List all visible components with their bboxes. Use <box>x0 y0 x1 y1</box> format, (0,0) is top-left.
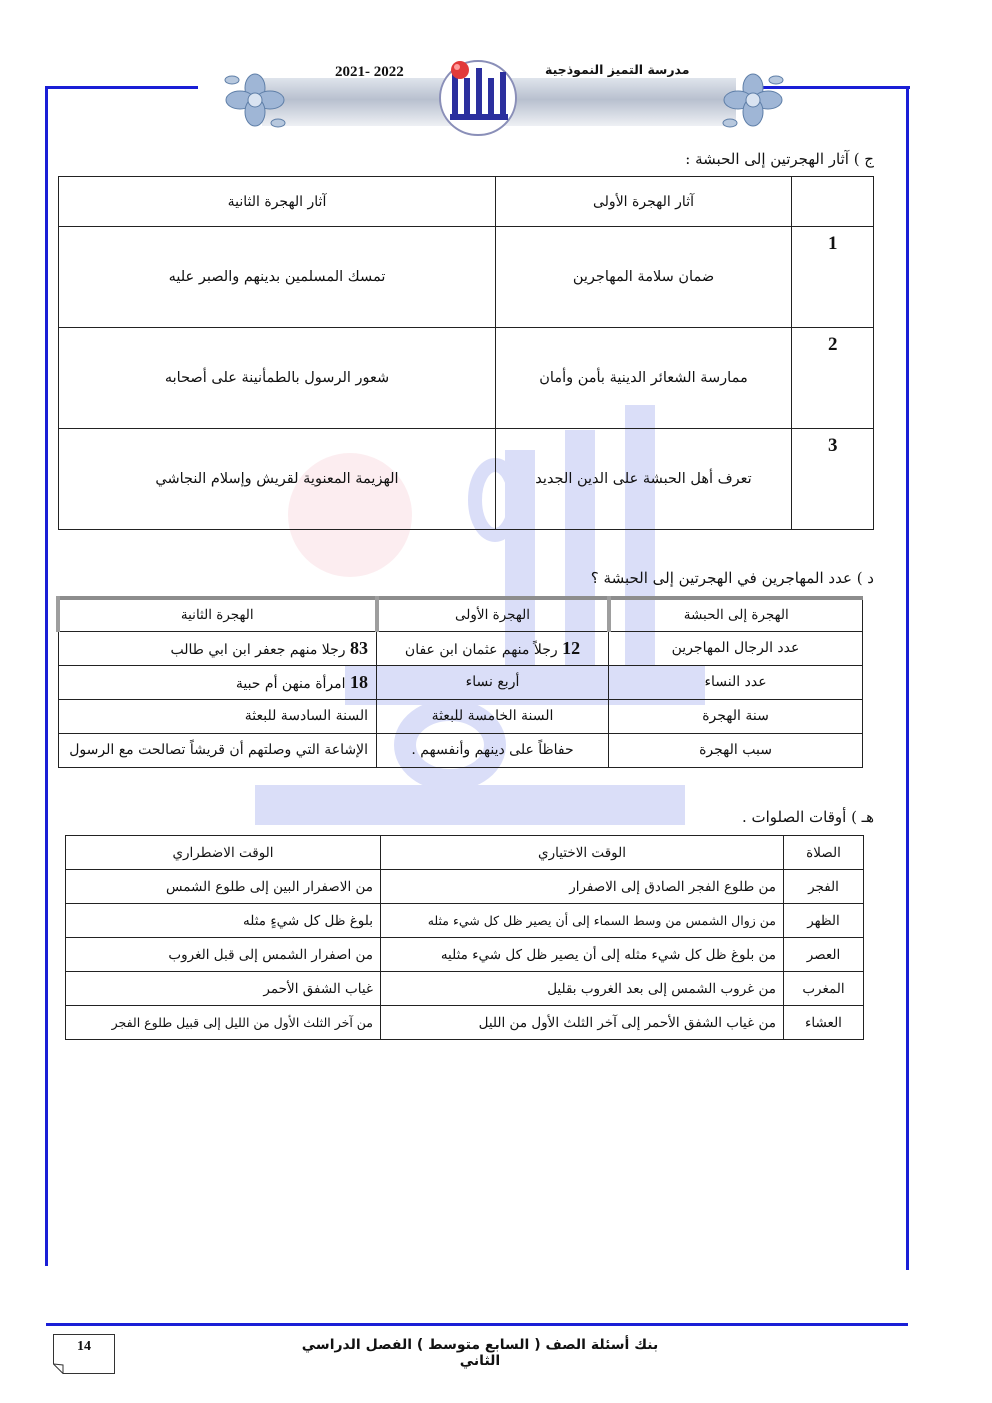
table-header-row <box>66 836 864 870</box>
prayer-name: العشاء <box>784 1006 864 1040</box>
academic-year: 2021- 2022 <box>335 64 404 80</box>
table-row <box>66 870 864 904</box>
first-hijra-value <box>377 631 609 665</box>
second-hijra-number: 18 <box>350 671 368 692</box>
table-row <box>66 972 864 1006</box>
table-row <box>58 665 863 699</box>
flower-ornament-right <box>718 68 788 132</box>
table-row <box>59 328 874 429</box>
hijra-effects-table <box>58 176 874 530</box>
row-number: 1 <box>792 227 874 328</box>
column-header-hijra-to-abyssinia: الهجرة إلى الحبشة <box>609 598 863 631</box>
frame-right-line <box>906 86 909 1270</box>
first-hijra-value: حفاظاً على دينهم وأنفسهم . <box>377 733 609 767</box>
column-header-prayer: الصلاة <box>784 836 864 870</box>
footer-line <box>46 1323 908 1326</box>
second-hijra-value <box>58 631 377 665</box>
table-row <box>58 699 863 733</box>
column-header-first-hijra: الهجرة الأولى <box>377 598 609 631</box>
prayer-name: المغرب <box>784 972 864 1006</box>
section-c-heading: ج ) آثار الهجرتين إلى الحبشة : <box>685 150 874 168</box>
second-hijra-value: السنة السادسة للبعثة <box>58 699 377 733</box>
emergency-time: غياب الشفق الأحمر <box>66 972 381 1006</box>
table-row <box>66 904 864 938</box>
school-logo <box>436 54 520 138</box>
frame-top-left-line <box>46 86 198 89</box>
chosen-time: من طلوع الفجر الصادق إلى الاصفرار <box>381 870 784 904</box>
column-header-second-hijra-effects: آثار الهجرة الثانية <box>59 177 496 227</box>
second-hijra-value <box>58 665 377 699</box>
table-header-row <box>59 177 874 227</box>
chosen-time: من غياب الشفق الأحمر إلى آخر الثلث الأول من الليل <box>381 1006 784 1040</box>
table-row <box>58 631 863 665</box>
row-number: 3 <box>792 429 874 530</box>
first-hijra-effect: تعرف أهل الحبشة على الدين الجديد <box>496 429 792 530</box>
second-hijra-text: رجلا منهم جعفر ابن ابي طالب <box>170 641 346 658</box>
section-e-heading: هـ ) أوقات الصلوات . <box>741 808 874 826</box>
column-header-second-hijra: الهجرة الثانية <box>58 598 377 631</box>
row-label: عدد الرجال المهاجرين <box>609 631 863 665</box>
flower-ornament-left <box>220 68 290 132</box>
emigrants-count-table <box>56 596 863 768</box>
second-hijra-number: 83 <box>350 637 368 658</box>
first-hijra-effect: ضمان سلامة المهاجرين <box>496 227 792 328</box>
table-row <box>59 429 874 530</box>
second-hijra-text: امرأة منهن أم حبية <box>235 675 346 692</box>
school-name: مدرسة التميز النموذجية <box>545 62 690 77</box>
frame-left-line <box>45 86 48 1266</box>
prayer-name: العصر <box>784 938 864 972</box>
table-header-row <box>58 598 863 631</box>
table-row <box>59 227 874 328</box>
row-label: سبب الهجرة <box>609 733 863 767</box>
first-hijra-effect: ممارسة الشعائر الدينية بأمن وأمان <box>496 328 792 429</box>
column-header-chosen-time: الوقت الاختياري <box>381 836 784 870</box>
second-hijra-effect: تمسك المسلمين بدينهم والصبر عليه <box>59 227 496 328</box>
table-row <box>58 733 863 767</box>
column-header-emergency-time: الوقت الاضطراري <box>66 836 381 870</box>
first-hijra-number: 12 <box>562 637 581 658</box>
prayer-name: الظهر <box>784 904 864 938</box>
prayer-name: الفجر <box>784 870 864 904</box>
first-hijra-value: السنة الخامسة للبعثة <box>377 699 609 733</box>
section-d-heading: د ) عدد المهاجرين في الهجرتين إلى الحبشة ؟ <box>590 569 874 587</box>
first-hijra-value: أربع نساء <box>377 665 609 699</box>
chosen-time: من غروب الشمس إلى بعد الغروب بقليل <box>381 972 784 1006</box>
table-row <box>66 1006 864 1040</box>
page-number: 14 <box>77 1339 91 1354</box>
emergency-time: من آخر الثلث الأول من الليل إلى قبيل طلوع الفجر <box>66 1006 381 1040</box>
chosen-time: من زوال الشمس من وسط السماء إلى أن يصير ظل كل شيء مثله <box>381 904 784 938</box>
table-row <box>66 938 864 972</box>
chosen-time: من بلوغ ظل كل شيء مثله إلى أن يصير ظل كل شيء مثليه <box>381 938 784 972</box>
second-hijra-value: الإشاعة التي وصلتهم أن قريشاً تصالحت مع الرسول <box>58 733 377 767</box>
column-header-number <box>792 177 874 227</box>
column-header-first-hijra-effects: آثار الهجرة الأولى <box>496 177 792 227</box>
row-number: 2 <box>792 328 874 429</box>
row-label: عدد النساء <box>609 665 863 699</box>
emergency-time: من الاصفرار البين إلى طلوع الشمس <box>66 870 381 904</box>
second-hijra-effect: الهزيمة المعنوية لقريش وإسلام النجاشي <box>59 429 496 530</box>
second-hijra-effect: شعور الرسول بالطمأنينة على أصحابه <box>59 328 496 429</box>
prayer-times-table <box>65 835 864 1040</box>
row-label: سنة الهجرة <box>609 699 863 733</box>
footer-title: بنك أسئلة الصف ( السابع متوسط ) الفصل الدراسي الثاني <box>301 1337 659 1369</box>
first-hijra-text: رجلاً منهم عثمان ابن عفان <box>404 641 558 658</box>
emergency-time: بلوغ ظل كل شيءٍ مثله <box>66 904 381 938</box>
emergency-time: من اصفرار الشمس إلى قبل الغروب <box>66 938 381 972</box>
